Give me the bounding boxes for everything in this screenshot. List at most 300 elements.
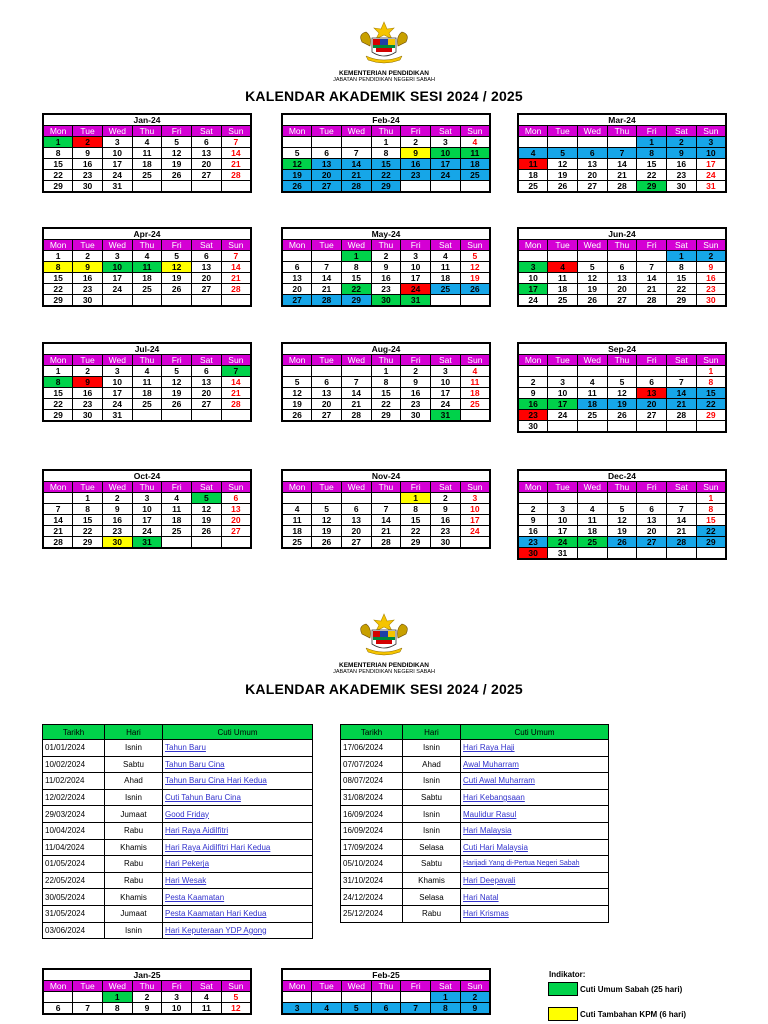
day-cell bbox=[548, 366, 578, 377]
day-cell: 23 bbox=[371, 284, 401, 295]
day-cell: 4 bbox=[460, 366, 490, 377]
month-calendar bbox=[281, 342, 491, 422]
day-cell: 8 bbox=[371, 148, 401, 159]
day-cell bbox=[282, 366, 312, 377]
holiday-day: Khamis bbox=[105, 839, 163, 856]
day-cell: 30 bbox=[371, 295, 401, 307]
day-cell: 17 bbox=[460, 515, 490, 526]
holiday-name-link[interactable]: Awal Muharram bbox=[461, 756, 609, 773]
day-cell: 23 bbox=[401, 170, 431, 181]
day-cell: 3 bbox=[460, 493, 490, 504]
day-cell bbox=[548, 421, 578, 433]
day-cell: 16 bbox=[73, 159, 103, 170]
day-cell: 18 bbox=[577, 526, 607, 537]
day-cell: 8 bbox=[43, 148, 73, 159]
day-cell: 12 bbox=[312, 515, 342, 526]
day-cell: 26 bbox=[192, 526, 222, 537]
weekday-header: Fri bbox=[637, 482, 667, 493]
day-cell: 25 bbox=[431, 284, 461, 295]
holiday-name-link[interactable]: Cuti Hari Malaysia bbox=[461, 839, 609, 856]
month-calendar bbox=[517, 342, 727, 433]
weekday-header: Fri bbox=[162, 355, 192, 366]
holiday-row bbox=[341, 856, 609, 873]
legend-label: Cuti Umum Sabah (25 hari) bbox=[580, 984, 683, 994]
weekday-header: Sat bbox=[431, 355, 461, 366]
day-cell: 2 bbox=[431, 493, 461, 504]
weekday-header: Thu bbox=[607, 355, 637, 366]
weekday-header: Fri bbox=[162, 482, 192, 493]
weekday-header: Mon bbox=[518, 355, 548, 366]
holiday-name-link[interactable]: Hari Raya Aidilfitri Hari Kedua bbox=[163, 839, 313, 856]
day-cell: 23 bbox=[73, 170, 103, 181]
day-cell bbox=[102, 295, 132, 307]
indicator-title: Indikator: bbox=[549, 970, 586, 979]
day-cell: 6 bbox=[312, 148, 342, 159]
month-title: Oct-24 bbox=[43, 470, 251, 482]
weekday-header: Wed bbox=[341, 126, 371, 137]
week-row bbox=[282, 137, 490, 148]
weekday-header: Mon bbox=[282, 981, 312, 992]
holiday-date: 11/04/2024 bbox=[43, 839, 105, 856]
month-title: Jul-24 bbox=[43, 343, 251, 355]
day-cell: 21 bbox=[221, 273, 251, 284]
day-cell: 9 bbox=[518, 515, 548, 526]
week-row bbox=[43, 148, 251, 159]
holiday-row bbox=[43, 872, 313, 889]
day-cell: 26 bbox=[607, 410, 637, 421]
day-cell: 27 bbox=[607, 295, 637, 307]
day-cell: 28 bbox=[637, 295, 667, 307]
day-cell: 30 bbox=[667, 181, 697, 193]
day-cell: 21 bbox=[221, 159, 251, 170]
week-row bbox=[518, 366, 726, 377]
week-row bbox=[43, 493, 251, 504]
week-row bbox=[518, 421, 726, 433]
day-cell: 18 bbox=[132, 159, 162, 170]
week-row bbox=[282, 1003, 490, 1015]
day-cell: 12 bbox=[221, 1003, 251, 1015]
day-cell bbox=[548, 493, 578, 504]
day-cell: 24 bbox=[132, 526, 162, 537]
weekday-header: Sun bbox=[221, 482, 251, 493]
day-cell bbox=[132, 410, 162, 422]
week-row bbox=[282, 388, 490, 399]
day-cell: 10 bbox=[431, 377, 461, 388]
day-cell: 8 bbox=[341, 262, 371, 273]
week-row bbox=[282, 181, 490, 193]
month-title: Nov-24 bbox=[282, 470, 490, 482]
day-cell: 29 bbox=[371, 181, 401, 193]
holiday-name-link[interactable]: Hari Deepavali bbox=[461, 872, 609, 889]
day-cell: 1 bbox=[43, 251, 73, 262]
day-cell bbox=[312, 992, 342, 1003]
day-cell: 1 bbox=[43, 137, 73, 148]
day-cell: 5 bbox=[282, 377, 312, 388]
week-row bbox=[43, 1003, 251, 1015]
day-cell: 4 bbox=[431, 251, 461, 262]
day-cell: 13 bbox=[637, 388, 667, 399]
day-cell bbox=[162, 410, 192, 422]
day-cell: 2 bbox=[73, 251, 103, 262]
day-cell: 1 bbox=[431, 992, 461, 1003]
weekday-header: Tue bbox=[548, 240, 578, 251]
legend-item bbox=[548, 1006, 686, 1022]
day-cell bbox=[312, 137, 342, 148]
day-cell: 24 bbox=[548, 410, 578, 421]
month-calendar bbox=[281, 227, 491, 307]
holiday-day: Isnin bbox=[403, 806, 461, 823]
day-cell bbox=[637, 251, 667, 262]
day-cell bbox=[460, 295, 490, 307]
day-cell: 27 bbox=[341, 537, 371, 549]
holiday-date: 31/05/2024 bbox=[43, 905, 105, 922]
department-name: JABATAN PENDIDIKAN NEGERI SABAH bbox=[333, 77, 435, 83]
holiday-name-link[interactable]: Tahun Baru bbox=[163, 740, 313, 757]
weekday-header: Sat bbox=[667, 126, 697, 137]
day-cell: 27 bbox=[637, 537, 667, 548]
day-cell: 18 bbox=[548, 284, 578, 295]
holiday-name-link[interactable]: Good Friday bbox=[163, 806, 313, 823]
day-cell: 6 bbox=[371, 1003, 401, 1015]
day-cell bbox=[518, 251, 548, 262]
holiday-row bbox=[43, 839, 313, 856]
day-cell: 10 bbox=[132, 504, 162, 515]
day-cell: 7 bbox=[312, 262, 342, 273]
week-row bbox=[43, 181, 251, 193]
day-cell: 5 bbox=[221, 992, 251, 1003]
weekday-header: Sat bbox=[192, 126, 222, 137]
weekday-header: Wed bbox=[102, 981, 132, 992]
weekday-header: Mon bbox=[282, 482, 312, 493]
column-header-holiday: Cuti Umum bbox=[461, 725, 609, 740]
day-cell: 22 bbox=[371, 170, 401, 181]
weekday-header: Sun bbox=[460, 240, 490, 251]
public-holiday-table bbox=[42, 724, 313, 939]
day-cell: 30 bbox=[73, 181, 103, 193]
day-cell: 28 bbox=[371, 537, 401, 549]
day-cell: 21 bbox=[667, 526, 697, 537]
day-cell: 15 bbox=[43, 388, 73, 399]
day-cell: 3 bbox=[102, 137, 132, 148]
day-cell: 16 bbox=[431, 515, 461, 526]
day-cell: 22 bbox=[371, 399, 401, 410]
weekday-header: Tue bbox=[312, 126, 342, 137]
day-cell: 26 bbox=[460, 284, 490, 295]
day-cell: 11 bbox=[460, 377, 490, 388]
holiday-date: 17/09/2024 bbox=[341, 839, 403, 856]
day-cell: 25 bbox=[132, 284, 162, 295]
weekday-header: Fri bbox=[401, 482, 431, 493]
day-cell: 7 bbox=[371, 504, 401, 515]
holiday-row bbox=[341, 806, 609, 823]
holiday-name-link[interactable]: Cuti Awal Muharram bbox=[461, 773, 609, 790]
day-cell: 1 bbox=[341, 251, 371, 262]
day-cell: 22 bbox=[43, 284, 73, 295]
day-cell: 7 bbox=[607, 148, 637, 159]
day-cell: 3 bbox=[401, 251, 431, 262]
day-cell: 24 bbox=[518, 295, 548, 307]
day-cell: 12 bbox=[162, 377, 192, 388]
holiday-row bbox=[341, 740, 609, 757]
day-cell: 1 bbox=[371, 137, 401, 148]
week-row bbox=[518, 181, 726, 193]
week-row bbox=[43, 137, 251, 148]
day-cell: 14 bbox=[607, 159, 637, 170]
day-cell: 15 bbox=[696, 515, 726, 526]
holiday-day: Jumaat bbox=[105, 806, 163, 823]
day-cell: 22 bbox=[43, 399, 73, 410]
day-cell: 5 bbox=[607, 504, 637, 515]
day-cell: 24 bbox=[102, 284, 132, 295]
week-row bbox=[518, 548, 726, 560]
month-calendar bbox=[281, 113, 491, 193]
day-cell: 12 bbox=[577, 273, 607, 284]
day-cell: 9 bbox=[460, 1003, 490, 1015]
day-cell: 1 bbox=[696, 366, 726, 377]
day-cell: 3 bbox=[518, 262, 548, 273]
weekday-header: Sun bbox=[460, 126, 490, 137]
holiday-row bbox=[341, 822, 609, 839]
weekday-header: Mon bbox=[43, 355, 73, 366]
week-row bbox=[43, 526, 251, 537]
weekday-header: Thu bbox=[607, 482, 637, 493]
day-cell: 20 bbox=[282, 284, 312, 295]
holiday-name-link[interactable]: Tahun Baru Cina Hari Kedua bbox=[163, 773, 313, 790]
day-cell bbox=[162, 295, 192, 307]
month-title: Aug-24 bbox=[282, 343, 490, 355]
holiday-name-link[interactable]: Hari Pekerja bbox=[163, 856, 313, 873]
day-cell: 12 bbox=[460, 262, 490, 273]
day-cell bbox=[607, 137, 637, 148]
day-cell: 21 bbox=[637, 284, 667, 295]
day-cell: 31 bbox=[102, 181, 132, 193]
day-cell bbox=[696, 548, 726, 560]
day-cell: 13 bbox=[312, 159, 342, 170]
legend-swatch-yellow bbox=[548, 1007, 578, 1021]
day-cell bbox=[607, 366, 637, 377]
holiday-day: Isnin bbox=[105, 922, 163, 939]
day-cell: 20 bbox=[312, 170, 342, 181]
day-cell: 6 bbox=[192, 251, 222, 262]
weekday-header: Sat bbox=[431, 240, 461, 251]
day-cell: 23 bbox=[73, 399, 103, 410]
weekday-header: Mon bbox=[43, 482, 73, 493]
day-cell: 2 bbox=[102, 493, 132, 504]
legend-swatch-green bbox=[548, 982, 578, 996]
day-cell: 7 bbox=[73, 1003, 103, 1015]
day-cell: 10 bbox=[548, 515, 578, 526]
day-cell: 14 bbox=[667, 388, 697, 399]
week-row bbox=[282, 992, 490, 1003]
holiday-name-link[interactable]: Maulidur Rasul bbox=[461, 806, 609, 823]
month-calendar bbox=[517, 227, 727, 307]
holiday-date: 16/09/2024 bbox=[341, 822, 403, 839]
day-cell bbox=[577, 421, 607, 433]
day-cell: 30 bbox=[518, 421, 548, 433]
day-cell bbox=[577, 493, 607, 504]
day-cell: 15 bbox=[341, 273, 371, 284]
week-row bbox=[518, 262, 726, 273]
day-cell: 16 bbox=[371, 273, 401, 284]
holiday-date: 31/10/2024 bbox=[341, 872, 403, 889]
day-cell: 1 bbox=[667, 251, 697, 262]
week-row bbox=[43, 992, 251, 1003]
week-row bbox=[43, 251, 251, 262]
holiday-name-link[interactable]: Tahun Baru Cina bbox=[163, 756, 313, 773]
day-cell: 25 bbox=[460, 399, 490, 410]
month-calendar bbox=[42, 469, 252, 549]
day-cell: 21 bbox=[341, 170, 371, 181]
day-cell: 11 bbox=[577, 515, 607, 526]
holiday-date: 05/10/2024 bbox=[341, 856, 403, 873]
weekday-header: Wed bbox=[102, 355, 132, 366]
day-cell: 31 bbox=[696, 181, 726, 193]
day-cell bbox=[192, 295, 222, 307]
day-cell: 17 bbox=[102, 388, 132, 399]
day-cell: 30 bbox=[73, 410, 103, 422]
holiday-row bbox=[341, 756, 609, 773]
day-cell: 19 bbox=[577, 284, 607, 295]
day-cell bbox=[43, 493, 73, 504]
day-cell bbox=[192, 410, 222, 422]
day-cell: 3 bbox=[102, 366, 132, 377]
holiday-date: 29/03/2024 bbox=[43, 806, 105, 823]
holiday-name-link[interactable]: Hari Raya Haji bbox=[461, 740, 609, 757]
day-cell bbox=[607, 421, 637, 433]
day-cell: 13 bbox=[312, 388, 342, 399]
day-cell: 7 bbox=[221, 366, 251, 377]
weekday-header: Fri bbox=[162, 981, 192, 992]
day-cell: 30 bbox=[518, 548, 548, 560]
holiday-name-link[interactable]: Hari Wesak bbox=[163, 872, 313, 889]
day-cell bbox=[312, 251, 342, 262]
day-cell: 17 bbox=[548, 399, 578, 410]
weekday-header: Tue bbox=[73, 482, 103, 493]
day-cell: 2 bbox=[73, 366, 103, 377]
holiday-name-link[interactable]: Hari Malaysia bbox=[461, 822, 609, 839]
holiday-row bbox=[43, 905, 313, 922]
day-cell: 27 bbox=[637, 410, 667, 421]
holiday-date: 10/02/2024 bbox=[43, 756, 105, 773]
holiday-name-link[interactable]: Hari Raya Aidilfitri bbox=[163, 822, 313, 839]
day-cell: 24 bbox=[431, 399, 461, 410]
day-cell: 16 bbox=[518, 399, 548, 410]
week-row bbox=[43, 262, 251, 273]
weekday-header: Wed bbox=[577, 482, 607, 493]
day-cell: 4 bbox=[312, 1003, 342, 1015]
holiday-name-link[interactable]: Hari Kebangsaan bbox=[461, 789, 609, 806]
weekday-header: Thu bbox=[132, 126, 162, 137]
weekday-header: Sat bbox=[431, 126, 461, 137]
day-cell: 13 bbox=[192, 377, 222, 388]
day-cell: 18 bbox=[577, 399, 607, 410]
day-cell: 11 bbox=[132, 148, 162, 159]
weekday-header: Tue bbox=[312, 482, 342, 493]
weekday-header: Sat bbox=[431, 981, 461, 992]
day-cell: 20 bbox=[192, 273, 222, 284]
holiday-name-link[interactable]: Hari Natal bbox=[461, 889, 609, 906]
week-row bbox=[518, 251, 726, 262]
day-cell: 6 bbox=[282, 262, 312, 273]
day-cell bbox=[607, 493, 637, 504]
day-cell: 30 bbox=[73, 295, 103, 307]
day-cell: 2 bbox=[132, 992, 162, 1003]
holiday-day: Selasa bbox=[403, 839, 461, 856]
day-cell: 30 bbox=[696, 295, 726, 307]
day-cell: 11 bbox=[548, 273, 578, 284]
day-cell: 16 bbox=[102, 515, 132, 526]
day-cell: 6 bbox=[341, 504, 371, 515]
day-cell: 9 bbox=[696, 262, 726, 273]
day-cell: 9 bbox=[667, 148, 697, 159]
day-cell: 24 bbox=[548, 537, 578, 548]
column-header-date: Tarikh bbox=[341, 725, 403, 740]
day-cell: 11 bbox=[162, 504, 192, 515]
week-row bbox=[518, 295, 726, 307]
day-cell: 17 bbox=[102, 159, 132, 170]
weekday-header: Mon bbox=[43, 126, 73, 137]
holiday-name-link[interactable]: Hari Krismas bbox=[461, 905, 609, 922]
holiday-name-link[interactable]: Pesta Kaamatan bbox=[163, 889, 313, 906]
day-cell: 1 bbox=[371, 366, 401, 377]
holiday-row bbox=[43, 889, 313, 906]
weekday-header: Tue bbox=[548, 482, 578, 493]
day-cell: 30 bbox=[102, 537, 132, 549]
day-cell: 27 bbox=[312, 181, 342, 193]
holiday-name-link[interactable]: Cuti Tahun Baru Cina bbox=[163, 789, 313, 806]
week-row bbox=[43, 284, 251, 295]
holiday-name-link[interactable]: Hari Keputeraan YDP Agong bbox=[163, 922, 313, 939]
day-cell: 31 bbox=[431, 410, 461, 422]
weekday-header: Mon bbox=[518, 482, 548, 493]
day-cell: 25 bbox=[282, 537, 312, 549]
weekday-header: Sun bbox=[221, 126, 251, 137]
holiday-day: Sabtu bbox=[403, 856, 461, 873]
holiday-row bbox=[43, 822, 313, 839]
day-cell bbox=[341, 493, 371, 504]
month-calendar bbox=[42, 968, 252, 1015]
holiday-date: 07/07/2024 bbox=[341, 756, 403, 773]
holiday-day: Rabu bbox=[105, 822, 163, 839]
day-cell: 10 bbox=[548, 388, 578, 399]
day-cell: 10 bbox=[401, 262, 431, 273]
holiday-name-link[interactable]: Pesta Kaamatan Hari Kedua bbox=[163, 905, 313, 922]
day-cell: 13 bbox=[282, 273, 312, 284]
day-cell: 28 bbox=[607, 181, 637, 193]
week-row bbox=[518, 170, 726, 181]
week-row bbox=[518, 388, 726, 399]
day-cell: 15 bbox=[667, 273, 697, 284]
month-title: Jun-24 bbox=[518, 228, 726, 240]
day-cell bbox=[341, 137, 371, 148]
day-cell: 8 bbox=[696, 504, 726, 515]
holiday-name-link[interactable]: Harijadi Yang di-Pertua Negeri Sabah bbox=[461, 856, 609, 873]
weekday-header: Mon bbox=[282, 355, 312, 366]
day-cell: 21 bbox=[312, 284, 342, 295]
day-cell: 22 bbox=[341, 284, 371, 295]
holiday-day: Rabu bbox=[403, 905, 461, 922]
weekday-header: Thu bbox=[132, 240, 162, 251]
day-cell: 10 bbox=[431, 148, 461, 159]
day-cell: 21 bbox=[341, 399, 371, 410]
day-cell bbox=[401, 181, 431, 193]
day-cell: 26 bbox=[282, 410, 312, 422]
day-cell bbox=[637, 493, 667, 504]
day-cell bbox=[221, 537, 251, 549]
holiday-row bbox=[341, 773, 609, 790]
day-cell: 7 bbox=[667, 504, 697, 515]
day-cell: 5 bbox=[460, 251, 490, 262]
